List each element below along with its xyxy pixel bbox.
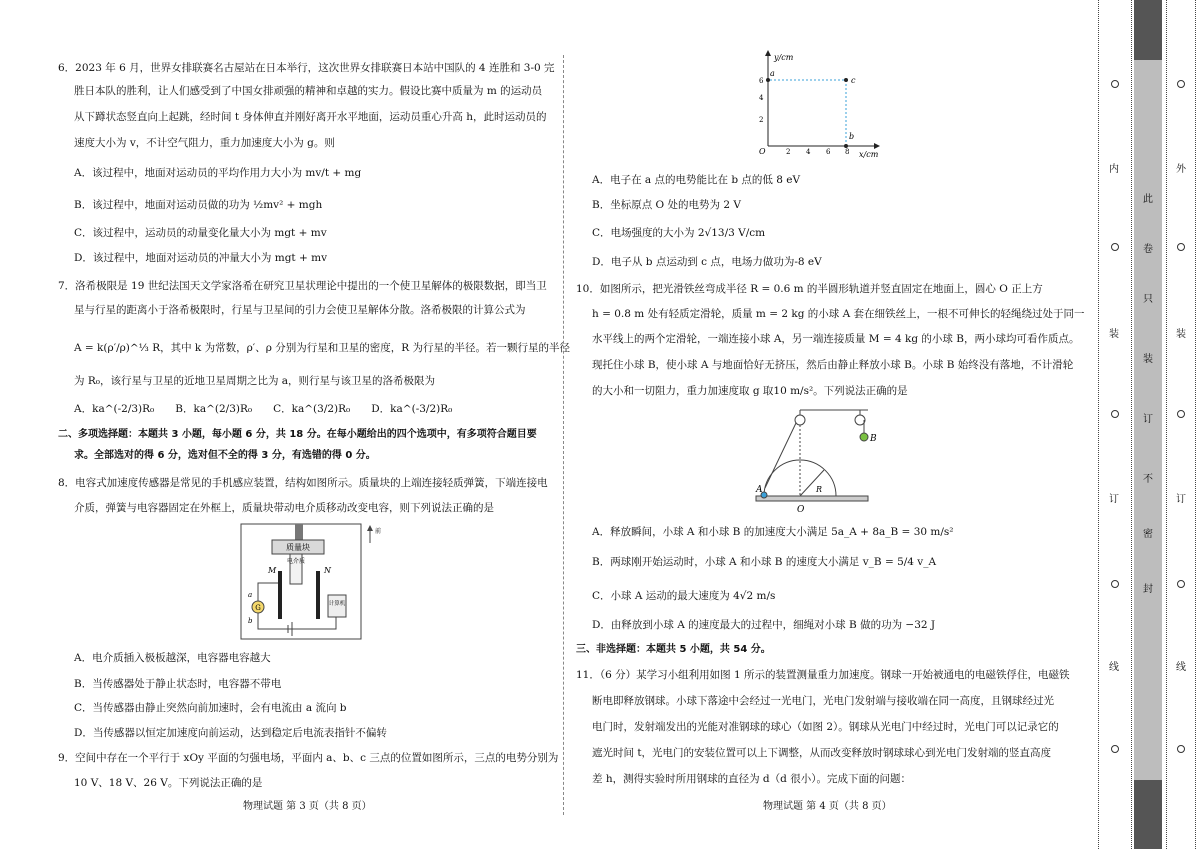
binding-label-ding: 订 [1109, 494, 1119, 505]
q6-option-c: C．该过程中，运动员的动量变化量大小为 mgt + mv [74, 227, 327, 239]
binding-hole [1111, 243, 1119, 251]
binding-label-zhuang: 装 [1176, 329, 1186, 340]
binding-hole [1111, 80, 1119, 88]
binding-dark-block [1134, 780, 1162, 849]
q9-option-c: C．电场强度的大小为 2√13/3 V/cm [592, 227, 766, 239]
q7-options: A．ka^(-2/3)R₀ B．ka^(2/3)R₀ C．ka^(3/2)R₀ D．ka^(-3/2)R₀ [74, 403, 453, 415]
binding-dark-block [1134, 0, 1162, 60]
binding-mid-char: 不 [1143, 474, 1153, 485]
q11-line2: 断电即释放钢球。小球下落途中会经过一光电门，光电门发射端与接收端在同一高度，且钢球经过光 [592, 695, 1054, 707]
point-a-label: a [770, 69, 775, 78]
binding-hole [1111, 580, 1119, 588]
graph-ylabel: y/cm [774, 53, 794, 62]
binding-label-xian: 线 [1176, 662, 1186, 673]
binding-label-outer: 外 [1176, 164, 1186, 175]
coordinate-graph [756, 50, 886, 159]
fig-ball-b-label: B [870, 434, 877, 444]
q9-option-b: B．坐标原点 O 处的电势为 2 V [592, 199, 741, 211]
q7-line1: 7．洛希极限是 19 世纪法国天文学家洛希在研究卫星状理论中提出的一个使卫星解体的极限数据，即当卫 [58, 280, 547, 292]
binding-label-ding: 订 [1176, 494, 1186, 505]
xtick-6: 6 [826, 148, 831, 156]
fig-computer-label: 计算机 [328, 601, 346, 607]
binding-label-inner: 内 [1109, 164, 1119, 175]
q10-line4: 现托住小球 B，使小球 A 与地面恰好无挤压，然后由静止释放小球 B。小球 B 始终没有落地，不计滑轮 [592, 359, 1074, 371]
q8-option-b: B．当传感器处于静止状态时，电容器不带电 [74, 678, 282, 690]
q11-line1: 11．（6 分）某学习小组利用如图 1 所示的装置测量重力加速度。钢球一开始被通电的电磁铁俘住，电磁铁 [576, 669, 1070, 681]
binding-hole [1177, 243, 1185, 251]
q10-line2: h = 0.8 m 处有轻质定滑轮，质量 m = 2 kg 的小球 A 套在细铁丝上，一根不可伸长的轻绳绕过处于同一 [592, 308, 1085, 320]
fig-radius-label: R [816, 485, 823, 494]
footer-page-4: 物理试题 第 4 页（共 8 页） [763, 801, 892, 812]
svg-text:G: G [255, 604, 261, 612]
svg-text:N: N [324, 566, 331, 575]
binding-label-xian: 线 [1109, 662, 1119, 673]
point-b-label: b [849, 132, 855, 141]
q8-line1: 8．电容式加速度传感器是常见的手机感应装置，结构如图所示。质量块的上端连接轻质弹簧，下端连接电 [58, 477, 548, 489]
capacitor-sensor-figure [240, 523, 380, 641]
q10-line5: 的大小和一切阻力，重力加速度取 g 取10 m/s²。下列说法正确的是 [592, 385, 908, 397]
binding-hole [1111, 745, 1119, 753]
binding-mid-char: 只 [1143, 294, 1153, 305]
fig-front-label: 前 [375, 528, 382, 535]
q6-option-d: D．该过程中，地面对运动员的冲量大小为 mgt + mv [74, 252, 328, 264]
footer-page-3: 物理试题 第 3 页（共 8 页） [243, 801, 372, 812]
q10-option-b: B．两球刚开始运动时，小球 A 和小球 B 的速度大小满足 v_B = 5/4 v_A [592, 556, 937, 568]
q10-option-d: D．由释放到小球 A 的速度最大的过程中，细绳对小球 B 做的功为 −32 J [592, 619, 936, 631]
graph-origin: O [759, 147, 766, 156]
q6-line4: 速度大小为 v，不计空气阻力，重力加速度大小为 g。则 [74, 137, 335, 149]
semicircle-pulley-figure [756, 408, 896, 516]
fig-dielectric-label: 电介质 [286, 558, 306, 565]
binding-mid-char: 装 [1143, 354, 1153, 365]
q9-option-a: A．电子在 a 点的电势能比在 b 点的低 8 eV [592, 174, 801, 186]
point-c-label: c [851, 76, 856, 85]
q10-line3: 水平线上的两个定滑轮，一端连接小球 A，另一端连接质量 M = 4 kg 的小球 B，两小球均可看作质点。 [592, 333, 1080, 345]
fig-ball-a-label: A [756, 485, 763, 495]
svg-text:b: b [248, 617, 253, 625]
q6-line2: 胜日本队的胜利，让人们感受到了中国女排顽强的精神和卓越的实力。假设比赛中质量为 m 的运动员 [74, 85, 543, 97]
binding-outer-strip [1166, 0, 1196, 849]
q8-option-d: D．当传感器以恒定加速度向前运动，达到稳定后电流表指针不偏转 [74, 727, 387, 739]
q10-option-c: C．小球 A 运动的最大速度为 4√2 m/s [592, 590, 776, 602]
q7-line2: 星与行星的距离小于洛希极限时，行星与卫星间的引力会使卫星解体分散。洛希极限的计算公式为 [74, 304, 526, 316]
q11-line5: 差 h，测得实验时所用钢球的直径为 d（d 很小）。完成下面的问题： [592, 773, 911, 785]
q8-option-c: C．当传感器由静止突然向前加速时，会有电流由 a 流向 b [74, 702, 347, 714]
xtick-8: 8 [845, 148, 850, 156]
q11-line3: 电门时，发射端发出的光能对准钢球的球心（如图 2）。钢球从光电门中经过时，光电门可以记录它的 [592, 721, 1059, 733]
ytick-4: 4 [759, 94, 764, 102]
q7-line3: A = k(ρ′/ρ)^⅓ R，其中 k 为常数，ρ′、ρ 分别为行星和卫星的密度，R 为行星的半径。若一颗行星的半径 [74, 342, 570, 354]
graph-xlabel: x/cm [859, 150, 879, 159]
binding-mid-char: 此 [1143, 194, 1153, 205]
binding-middle-strip [1134, 0, 1162, 849]
binding-hole [1177, 580, 1185, 588]
q9-line2: 10 V、18 V、26 V。下列说法正确的是 [74, 777, 263, 789]
q11-line4: 遮光时间 t，光电门的安装位置可以上下调整，从而改变释放时钢球球心到光电门发射端的竖直高度 [592, 747, 1052, 759]
binding-mid-char: 卷 [1143, 244, 1153, 255]
column-divider [563, 55, 564, 815]
section3-heading: 三、非选择题：本题共 5 小题，共 54 分。 [576, 644, 771, 655]
xtick-4: 4 [806, 148, 811, 156]
binding-hole [1177, 410, 1185, 418]
q10-option-a: A．释放瞬间，小球 A 和小球 B 的加速度大小满足 5a_A + 8a_B = 30 m/s² [592, 526, 954, 538]
section2-line2: 求。全部选对的得 6 分，选对但不全的得 3 分，有选错的得 0 分。 [74, 450, 376, 461]
q10-line1: 10．如图所示，把光滑铁丝弯成半径 R = 0.6 m 的半圆形轨道并竖直固定在地面上，圆心 O 正上方 [576, 283, 1043, 295]
svg-text:a: a [248, 591, 253, 599]
binding-hole [1177, 80, 1185, 88]
binding-mid-char: 封 [1143, 584, 1153, 595]
ytick-6: 6 [759, 77, 764, 85]
svg-text:M: M [268, 566, 277, 575]
binding-label-zhuang: 装 [1109, 329, 1119, 340]
q6-option-a: A．该过程中，地面对运动员的平均作用力大小为 mv/t + mg [74, 167, 362, 179]
q6-line3: 从下蹲状态竖直向上起跳，经时间 t 身体伸直并刚好离开水平地面，运动员重心升高 h，此时运动员的 [74, 111, 547, 123]
q8-option-a: A．电介质插入极板越深，电容器电容越大 [74, 652, 271, 664]
q6-line1: 6．2023 年 6 月，世界女排联赛名古屋站在日本举行，这次世界女排联赛日本站中国队的 4 连胜和 3-0 完 [58, 62, 555, 74]
binding-hole [1111, 410, 1119, 418]
fig-mass-label: 质量块 [286, 543, 310, 552]
q6-option-b: B．该过程中，地面对运动员做的功为 ½mv² + mgh [74, 199, 323, 211]
q9-line1: 9．空间中存在一个平行于 xOy 平面的匀强电场，平面内 a、b、c 三点的位置如图所示，三点的电势分别为 [58, 752, 559, 764]
binding-inner-strip [1098, 0, 1132, 849]
q9-option-d: D．电子从 b 点运动到 c 点，电场力做功为-8 eV [592, 256, 822, 268]
binding-mid-char: 订 [1143, 414, 1153, 425]
q7-line4: 为 R₀，该行星与卫星的近地卫星周期之比为 a，则行星与该卫星的洛希极限为 [74, 375, 436, 387]
ytick-2: 2 [759, 116, 764, 124]
binding-mid-char: 密 [1143, 529, 1153, 540]
section2-line1: 二、多项选择题：本题共 3 小题，每小题 6 分，共 18 分。在每小题给出的四个选项中，有多项符合题目要 [58, 429, 537, 440]
binding-hole [1177, 745, 1185, 753]
xtick-2: 2 [786, 148, 791, 156]
fig-center-label: O [797, 505, 805, 515]
q8-line2: 介质，弹簧与电容器固定在外框上，质量块带动电介质移动改变电容，则下列说法正确的是 [74, 502, 494, 514]
